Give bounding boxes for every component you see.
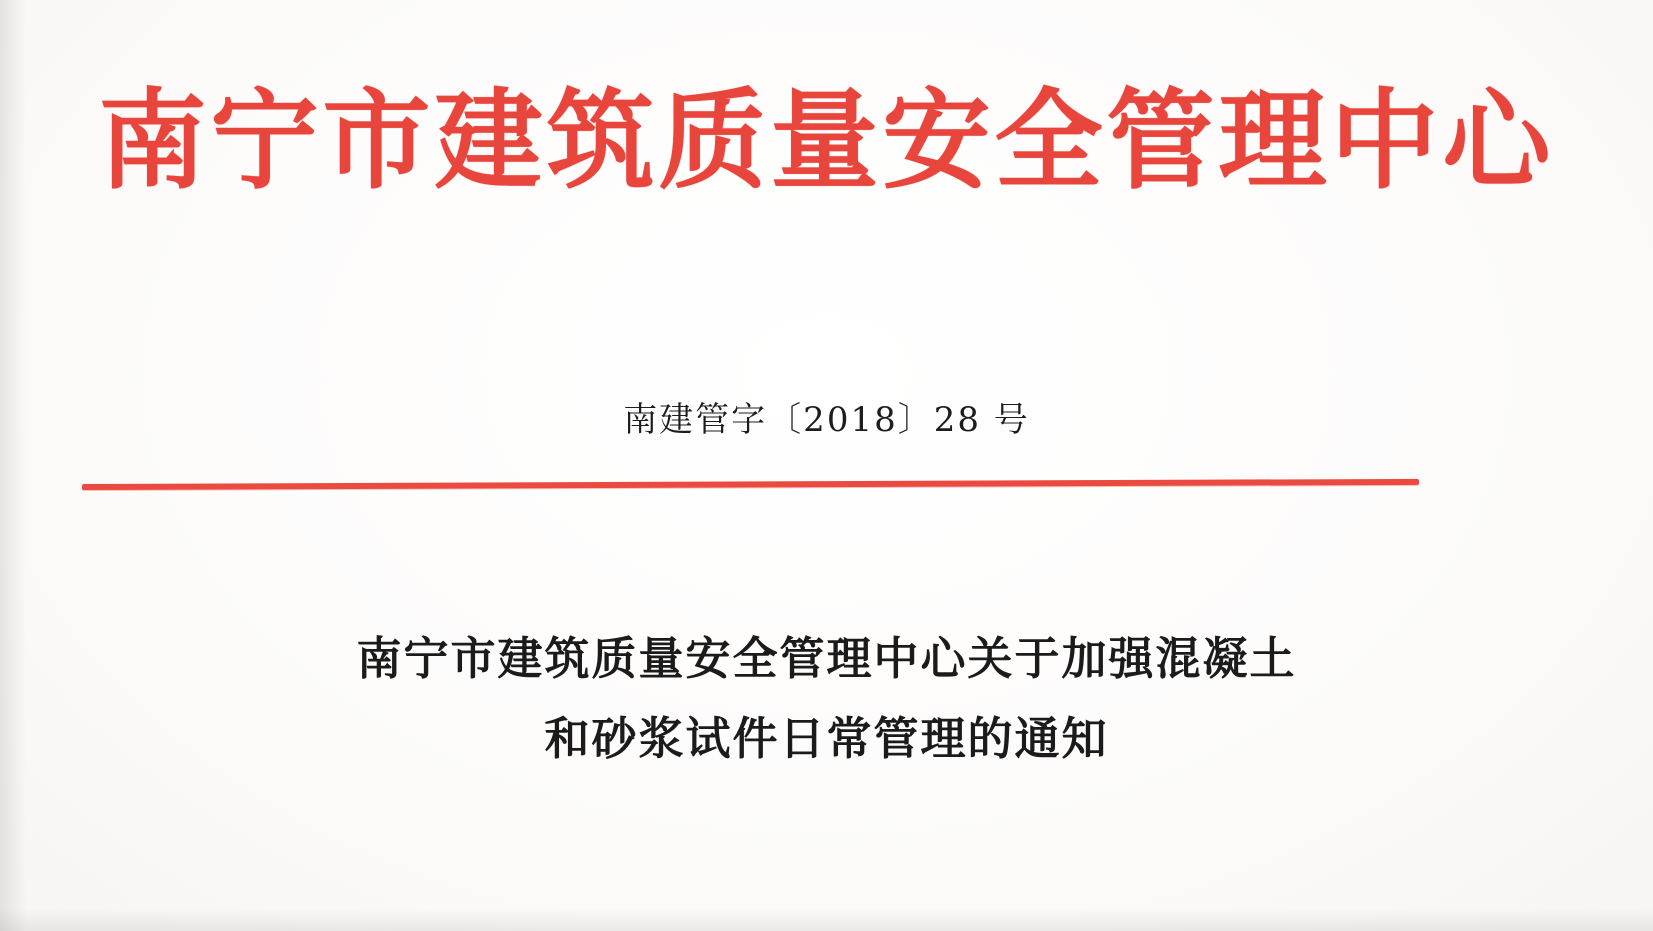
masthead-title: 南宁市建筑质量安全管理中心: [98, 78, 1555, 204]
document-title: [170, 624, 1483, 774]
red-header-rule: [82, 479, 1419, 490]
document-title-line-1: 南宁市建筑质量安全管理中心关于加强混凝土: [356, 632, 1297, 685]
document-title-line-2: 和砂浆试件日常管理的通知: [544, 711, 1109, 765]
document-number: 南建管字〔2018〕28 号: [623, 400, 1030, 440]
